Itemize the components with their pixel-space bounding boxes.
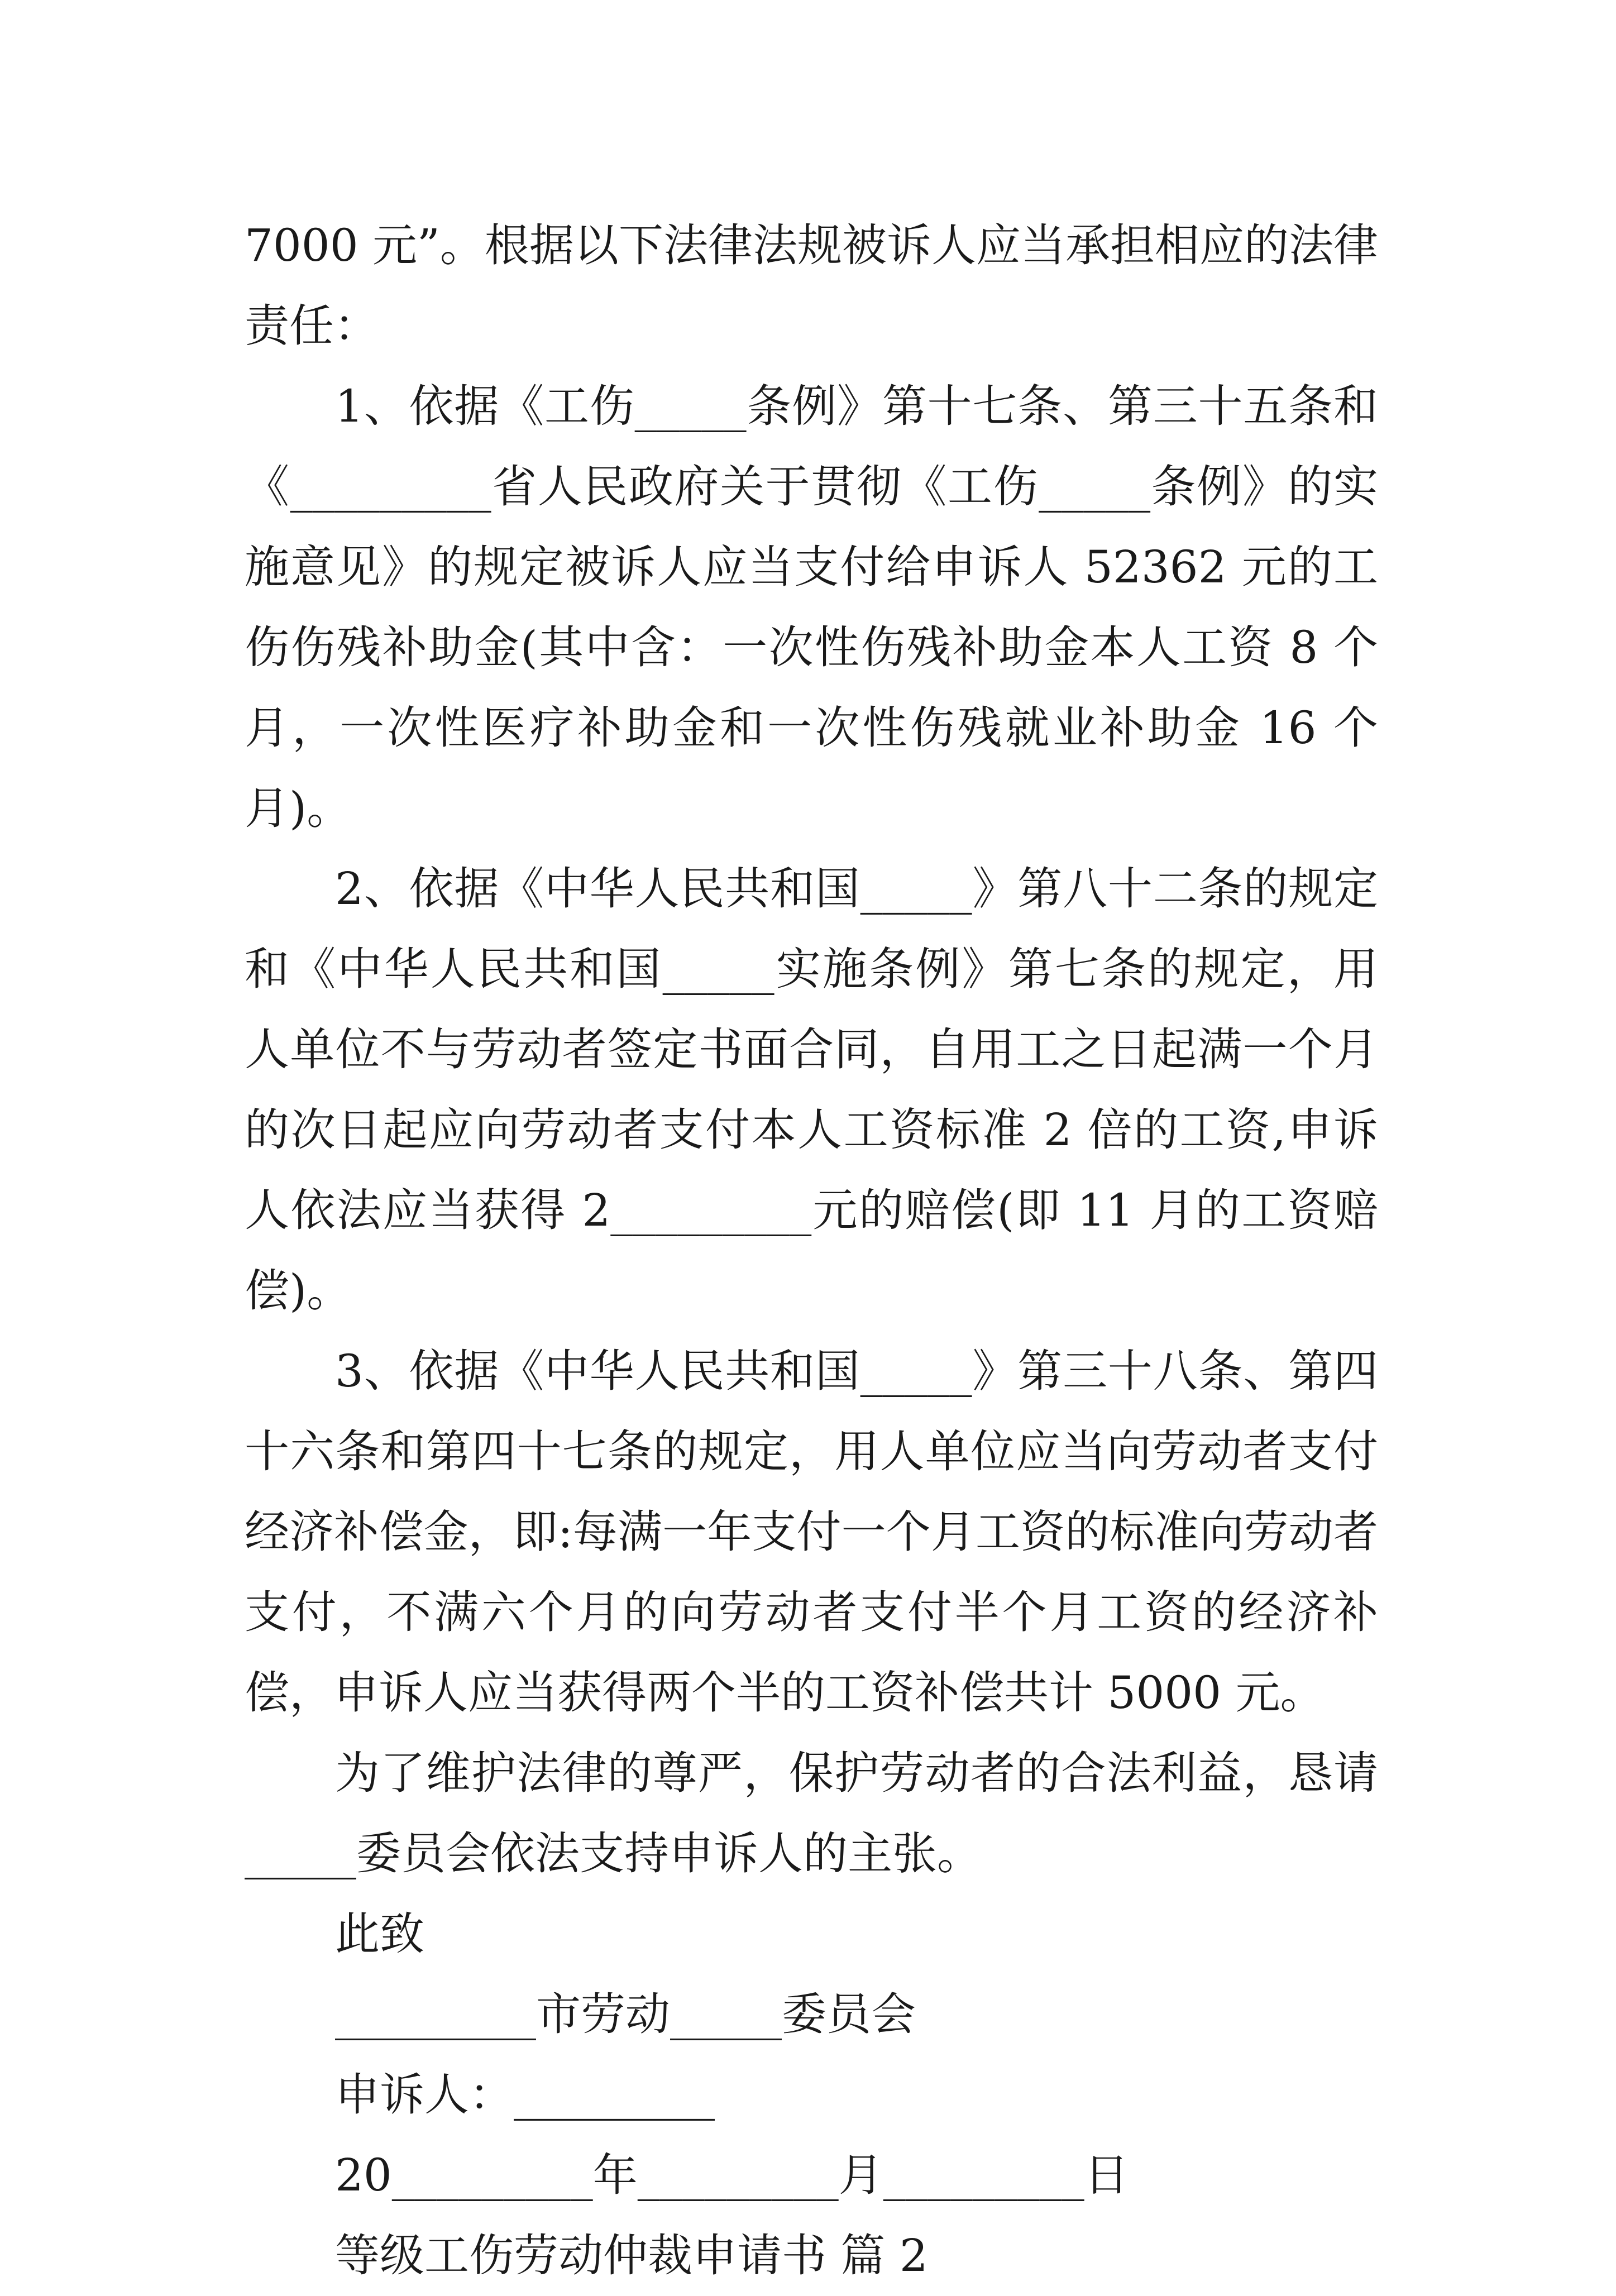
- closing-salutation: 此致: [335, 1908, 424, 1960]
- paragraph-clause-1: 1、依据《工伤_____条例》第十七条、第三十五条和《_________省人民政府关于贯彻《工伤_____条例》的实施意见》的规定被诉人应当支付给申诉人 52362 元的工伤伤残补助金(其中含：一次性伤残补助金本人工资 8 个月，一次性医疗补助金和一次性伤残就业补助金 16 个月)。: [245, 380, 1378, 834]
- document-body: [245, 205, 1378, 2296]
- paragraph-intro: 7000 元”。根据以下法律法规被诉人应当承担相应的法律责任：: [245, 219, 1378, 352]
- date-line: 20_________年_________月_________日: [335, 2149, 1129, 2201]
- paragraph-request: 为了维护法律的尊严，保护劳动者的合法利益，恳请_____委员会依法支持申诉人的主张。: [245, 1747, 1378, 1879]
- next-section-heading: 等级工伤劳动仲裁申请书 篇 2: [335, 2230, 928, 2281]
- signature-line: 申诉人：_________: [335, 2069, 715, 2121]
- addressee-line: _________市劳动_____委员会: [335, 1988, 916, 2040]
- paragraph-clause-2: 2、依据《中华人民共和国_____》第八十二条的规定和《中华人民共和国_____实施条例》第七条的规定，用人单位不与劳动者签定书面合同，自用工之日起满一个月的次日起应向劳动者支付本人工资标准 2 倍的工资,申诉人依法应当获得 2_________元的赔偿(即 11 月的工资赔偿)。: [245, 863, 1378, 1317]
- paragraph-clause-3: 3、依据《中华人民共和国_____》第三十八条、第四十六条和第四十七条的规定，用人单位应当向劳动者支付经济补偿金，即:每满一年支付一个月工资的标准向劳动者支付，不满六个月的向劳动者支付半个月工资的经济补偿，申诉人应当获得两个半的工资补偿共计 5000 元。: [245, 1345, 1378, 1719]
